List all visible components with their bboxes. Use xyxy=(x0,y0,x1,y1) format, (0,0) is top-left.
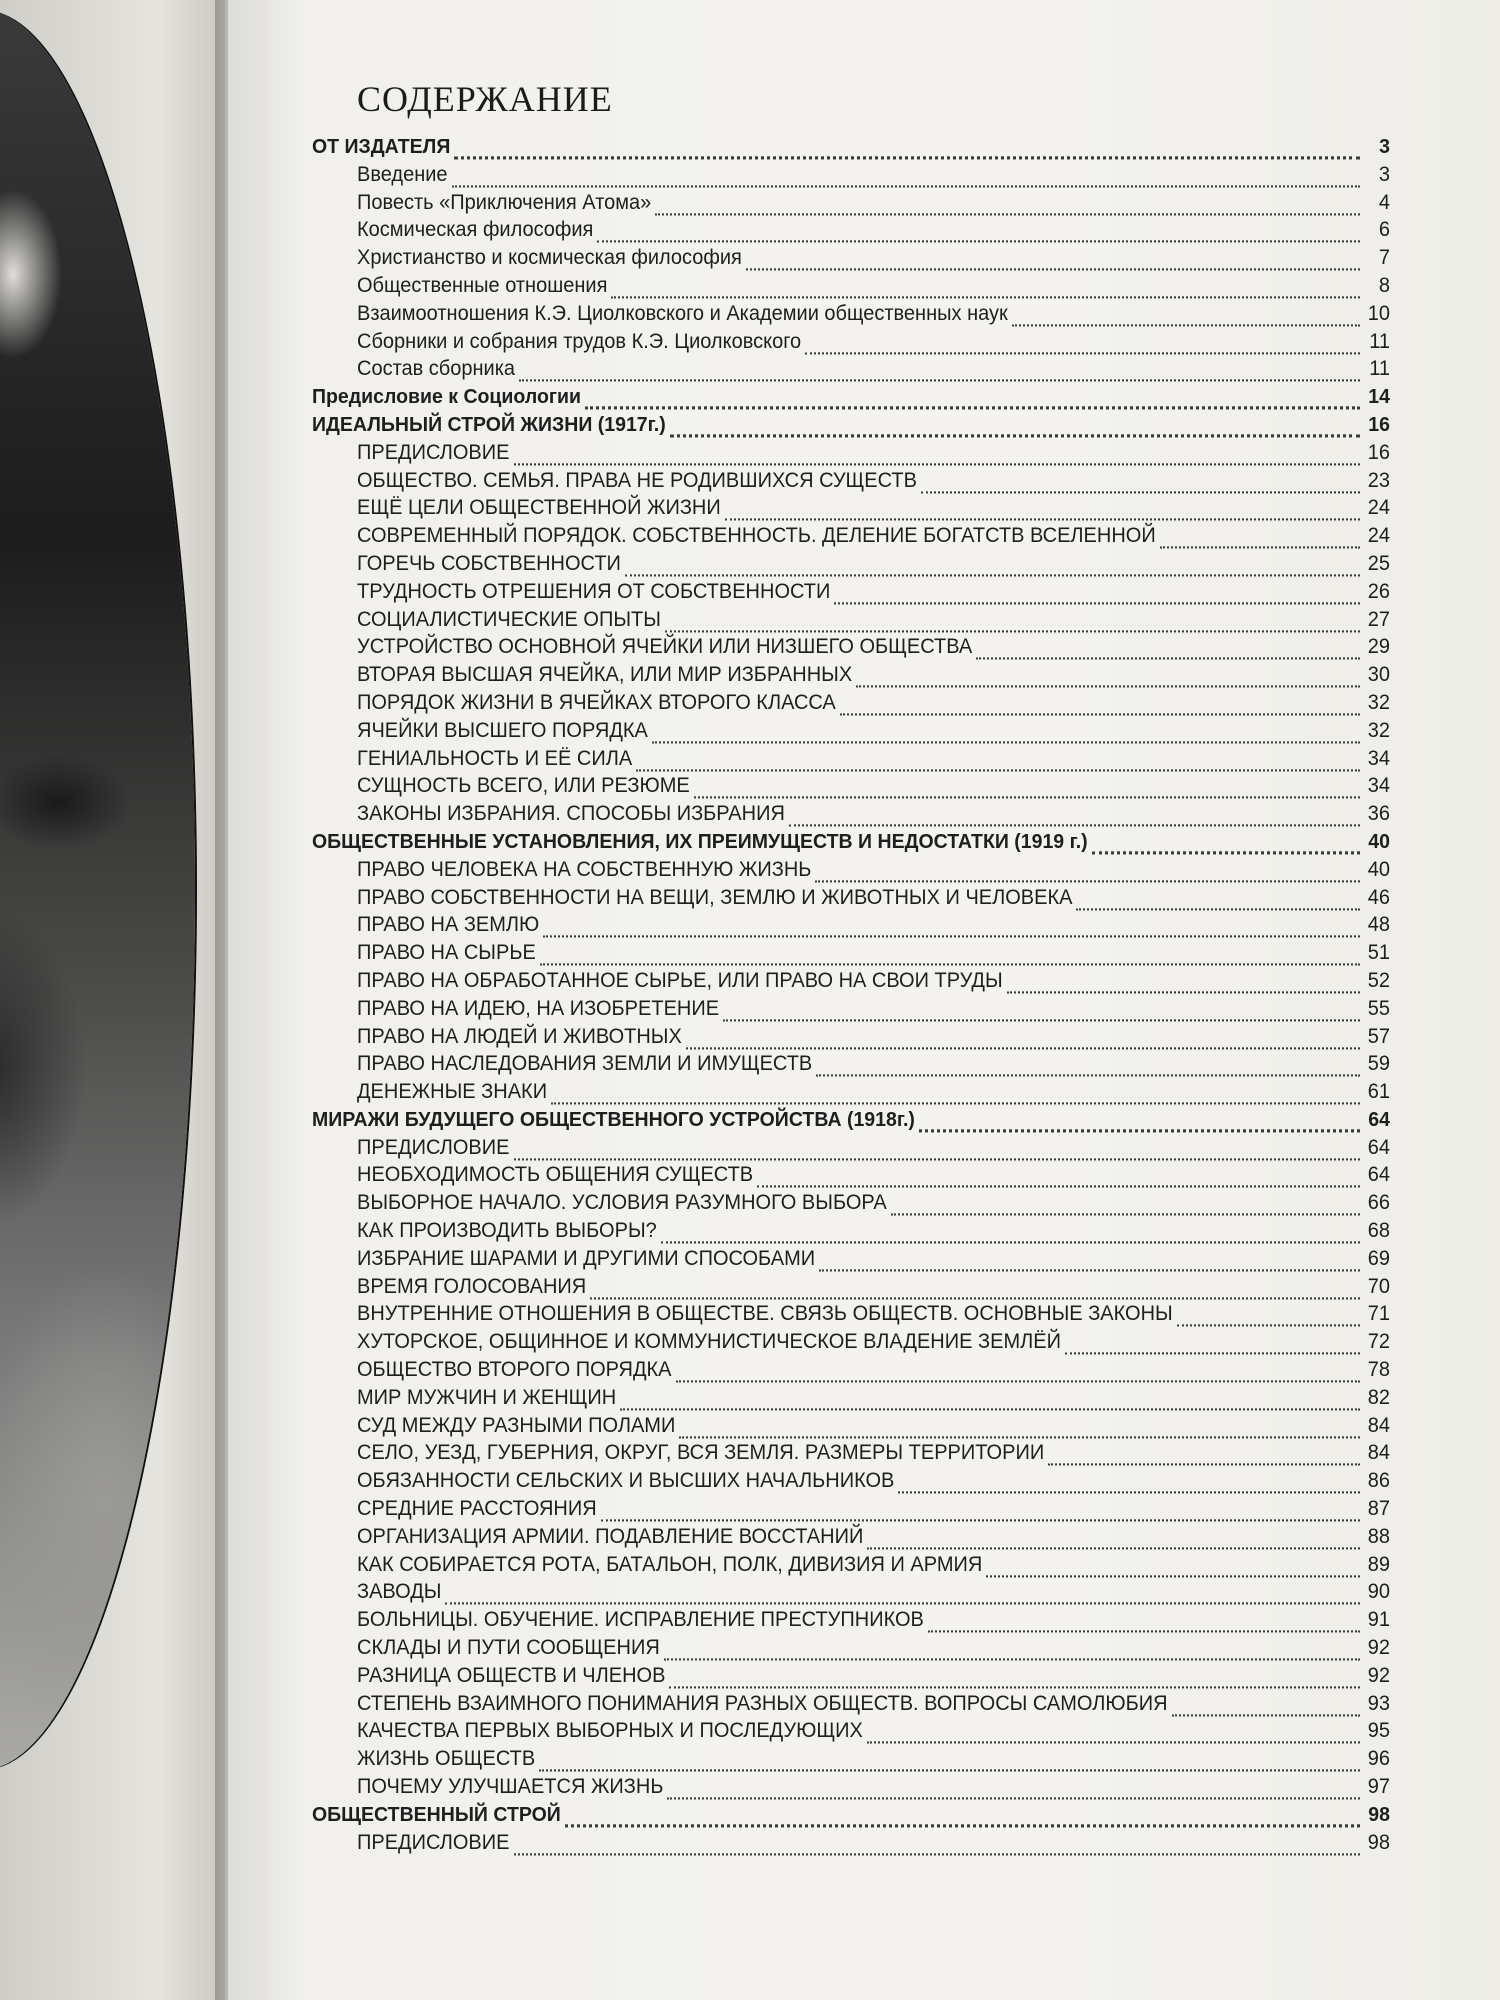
toc-entry xyxy=(312,1358,1390,1387)
toc-entry xyxy=(312,1748,1390,1777)
toc-page-number: 14 xyxy=(1368,385,1390,409)
dot-leader xyxy=(601,1519,1360,1521)
dot-leader xyxy=(725,519,1360,521)
dot-leader xyxy=(1065,1352,1360,1354)
toc-entry xyxy=(312,719,1390,748)
toc-page-number: 24 xyxy=(1367,524,1390,548)
toc-entry-title: МИР МУЖЧИН И ЖЕНЩИН xyxy=(357,1386,617,1410)
dot-leader xyxy=(1177,1325,1360,1327)
toc-entry-title: ОБЯЗАННОСТИ СЕЛЬСКИХ И ВЫСШИХ НАЧАЛЬНИКОВ xyxy=(357,1469,895,1493)
toc-section xyxy=(312,413,1390,442)
toc-page-number: 23 xyxy=(1367,468,1390,492)
toc-entry-title: ПРЕДИСЛОВИЕ xyxy=(357,1135,510,1160)
toc-entry xyxy=(312,941,1390,970)
toc-entry xyxy=(312,1831,1390,1860)
toc-entry xyxy=(312,246,1390,275)
toc-entry xyxy=(312,1775,1390,1804)
toc-section xyxy=(312,1803,1390,1832)
toc-entry-title: ОБЩЕСТВЕННЫЙ СТРОЙ xyxy=(312,1803,561,1827)
dot-leader xyxy=(625,574,1360,576)
toc-page-number: 57 xyxy=(1367,1024,1390,1048)
toc-page-number: 64 xyxy=(1367,1135,1390,1160)
dot-leader xyxy=(819,1269,1360,1271)
toc-entry xyxy=(312,858,1390,887)
toc-page-number: 4 xyxy=(1378,190,1390,214)
toc-entry xyxy=(312,524,1390,553)
dot-leader xyxy=(665,630,1360,632)
toc-page-number: 68 xyxy=(1367,1219,1390,1243)
toc-entry xyxy=(312,1219,1390,1248)
toc-page-number: 3 xyxy=(1379,135,1390,159)
toc-page-number: 84 xyxy=(1367,1413,1390,1438)
dot-leader xyxy=(757,1186,1360,1188)
dot-leader xyxy=(661,1241,1360,1243)
dot-leader xyxy=(789,824,1360,826)
toc-entry-title: Взаимоотношения К.Э. Циолковского и Академии общественных наук xyxy=(357,302,1008,326)
toc-page-number: 59 xyxy=(1367,1052,1390,1076)
dot-leader xyxy=(867,1547,1360,1549)
dot-leader xyxy=(1007,991,1360,993)
toc-entry-title: ИДЕАЛЬНЫЙ СТРОЙ ЖИЗНИ (1917г.) xyxy=(312,413,666,437)
toc-entry-title: Состав сборника xyxy=(357,357,516,381)
dot-leader xyxy=(1092,851,1360,854)
dot-leader xyxy=(551,1102,1360,1104)
toc-entry-title: ПРАВО НА СЫРЬЕ xyxy=(357,941,536,965)
toc-entry xyxy=(312,747,1390,776)
toc-entry xyxy=(312,497,1390,526)
toc-section xyxy=(312,1108,1390,1137)
toc-page-number: 95 xyxy=(1367,1719,1390,1743)
toc-page-number: 48 xyxy=(1367,913,1390,937)
toc-entry-title: КАЧЕСТВА ПЕРВЫХ ВЫБОРНЫХ И ПОСЛЕДУЮЩИХ xyxy=(357,1719,863,1743)
dot-leader xyxy=(670,434,1360,437)
dot-leader xyxy=(620,1408,1360,1410)
dot-leader xyxy=(840,713,1360,715)
toc-page-number: 26 xyxy=(1367,580,1390,604)
toc-entry-title: СТЕПЕНЬ ВЗАИМНОГО ПОНИМАНИЯ РАЗНЫХ ОБЩЕСТВ. ВОПРОСЫ САМОЛЮБИЯ xyxy=(357,1691,1168,1716)
toc-page-number: 92 xyxy=(1367,1636,1390,1660)
toc-entry-title: КАК ПРОИЗВОДИТЬ ВЫБОРЫ? xyxy=(357,1219,657,1243)
dot-leader xyxy=(1076,908,1360,910)
toc-page-number: 89 xyxy=(1367,1552,1390,1577)
toc-entry-title: ПРАВО НА ЛЮДЕЙ И ЖИВОТНЫХ xyxy=(357,1024,682,1048)
toc-section xyxy=(312,830,1390,859)
dot-leader xyxy=(898,1491,1360,1493)
dot-leader xyxy=(540,963,1360,965)
toc-entry xyxy=(312,1025,1390,1054)
toc-entry xyxy=(312,1303,1390,1332)
toc-page-number: 30 xyxy=(1367,663,1390,687)
dot-leader xyxy=(676,1380,1360,1382)
toc-page-number: 34 xyxy=(1367,746,1390,770)
toc-entry xyxy=(312,1692,1390,1721)
dot-leader xyxy=(834,602,1360,604)
toc-entry xyxy=(312,997,1390,1026)
toc-entry-title: ПРАВО НА ОБРАБОТАННОЕ СЫРЬЕ, ИЛИ ПРАВО НА СВОИ ТРУДЫ xyxy=(357,969,1003,993)
toc-entry-title: Повесть «Приключения Атома» xyxy=(357,190,652,214)
toc-entry-title: СОВРЕМЕННЫЙ ПОРЯДОК. СОБСТВЕННОСТЬ. ДЕЛЕНИЕ БОГАТСТВ ВСЕЛЕННОЙ xyxy=(357,524,1156,548)
toc-page-number: 84 xyxy=(1367,1441,1390,1465)
left-page xyxy=(0,0,225,2000)
toc-entry xyxy=(312,1664,1390,1693)
toc-entry-title: ЗАКОНЫ ИЗБРАНИЯ. СПОСОБЫ ИЗБРАНИЯ xyxy=(357,802,785,826)
toc-page-number: 7 xyxy=(1378,246,1390,270)
toc-section xyxy=(312,385,1390,414)
toc-entry-title: СУЩНОСТЬ ВСЕГО, ИЛИ РЕЗЮМЕ xyxy=(357,774,690,798)
toc-entry-title: Христианство и космическая философия xyxy=(357,246,742,270)
toc-page-number: 61 xyxy=(1367,1080,1390,1104)
toc-page-number: 46 xyxy=(1367,885,1390,909)
dot-leader xyxy=(686,1047,1360,1049)
toc-entry xyxy=(312,775,1390,804)
toc-entry xyxy=(312,886,1390,915)
toc-entry xyxy=(312,358,1390,387)
dot-leader xyxy=(891,1213,1360,1215)
toc-entry xyxy=(312,1386,1390,1415)
toc-page-number: 51 xyxy=(1367,941,1390,965)
toc-entry-title: ПРАВО СОБСТВЕННОСТИ НА ВЕЩИ, ЗЕМЛЮ И ЖИВОТНЫХ И ЧЕЛОВЕКА xyxy=(357,885,1073,909)
toc-entry-title: ЖИЗНЬ ОБЩЕСТВ xyxy=(357,1747,536,1771)
toc-entry xyxy=(312,552,1390,581)
toc-entry xyxy=(312,636,1390,665)
dot-leader xyxy=(1172,1714,1360,1716)
toc-entry-title: ВРЕМЯ ГОЛОСОВАНИЯ xyxy=(357,1274,587,1299)
toc-page-number: 91 xyxy=(1367,1608,1390,1632)
dot-leader xyxy=(1012,324,1360,326)
dot-leader xyxy=(816,1074,1360,1076)
toc-page-number: 16 xyxy=(1367,441,1390,465)
toc-entry-title: ОБЩЕСТВЕННЫЕ УСТАНОВЛЕНИЯ, ИХ ПРЕИМУЩЕСТВ И НЕДОСТАТКИ (1919 г.) xyxy=(312,830,1088,854)
dot-leader xyxy=(539,1769,1360,1771)
toc-entry-title: ГЕНИАЛЬНОСТЬ И ЕЁ СИЛА xyxy=(357,746,633,770)
toc-entry-title: УСТРОЙСТВО ОСНОВНОЙ ЯЧЕЙКИ ИЛИ НИЗШЕГО ОБЩЕСТВА xyxy=(357,635,973,659)
dot-leader xyxy=(452,185,1360,187)
dot-leader xyxy=(519,380,1360,382)
toc-entry xyxy=(312,219,1390,248)
toc-entry xyxy=(312,1136,1390,1165)
toc-entry xyxy=(312,1636,1390,1665)
toc-page-number: 32 xyxy=(1367,719,1390,743)
toc-page-number: 86 xyxy=(1367,1469,1390,1493)
dot-leader xyxy=(746,268,1360,270)
toc-page-number: 87 xyxy=(1367,1497,1390,1521)
dot-leader xyxy=(669,1686,1360,1688)
dot-leader xyxy=(921,491,1360,493)
toc-page-number: 40 xyxy=(1367,858,1390,882)
toc-page-number: 3 xyxy=(1378,163,1390,187)
toc-entry-title: Предисловие к Социологии xyxy=(312,385,581,409)
toc-entry-title: ВТОРАЯ ВЫСШАЯ ЯЧЕЙКА, ИЛИ МИР ИЗБРАННЫХ xyxy=(357,663,853,687)
toc-entry xyxy=(312,1720,1390,1749)
toc-entry-title: ПОЧЕМУ УЛУЧШАЕТСЯ ЖИЗНЬ xyxy=(357,1775,664,1799)
table-of-contents xyxy=(312,136,1390,1859)
toc-page-number: 90 xyxy=(1367,1580,1390,1604)
toc-page-number: 34 xyxy=(1367,774,1390,798)
toc-entry xyxy=(312,691,1390,720)
toc-entry xyxy=(312,330,1390,359)
toc-entry-title: ОБЩЕСТВО ВТОРОГО ПОРЯДКА xyxy=(357,1358,672,1382)
toc-page-number: 25 xyxy=(1367,552,1390,576)
dot-leader xyxy=(514,1158,1361,1160)
dot-leader xyxy=(679,1436,1360,1438)
toc-entry-title: Сборники и собрания трудов К.Э. Циолковского xyxy=(357,329,802,353)
toc-entry xyxy=(312,1470,1390,1499)
toc-entry xyxy=(312,663,1390,692)
toc-page-number: 36 xyxy=(1367,802,1390,826)
toc-entry-title: ПРАВО ЧЕЛОВЕКА НА СОБСТВЕННУЮ ЖИЗНЬ xyxy=(357,858,812,882)
toc-entry-title: БОЛЬНИЦЫ. ОБУЧЕНИЕ. ИСПРАВЛЕНИЕ ПРЕСТУПНИКОВ xyxy=(357,1608,924,1632)
toc-page-number: 98 xyxy=(1368,1803,1390,1827)
toc-entry-title: ГОРЕЧЬ СОБСТВЕННОСТИ xyxy=(357,552,621,576)
dot-leader xyxy=(667,1797,1360,1799)
dot-leader xyxy=(928,1630,1360,1632)
toc-entry-title: ОТ ИЗДАТЕЛЯ xyxy=(312,135,451,159)
dot-leader xyxy=(514,1853,1361,1855)
toc-page-number: 55 xyxy=(1367,997,1390,1021)
toc-entry-title: ПРАВО НА ИДЕЮ, НА ИЗОБРЕТЕНИЕ xyxy=(357,997,720,1021)
dot-leader xyxy=(652,741,1360,743)
toc-entry xyxy=(312,608,1390,637)
toc-page-number: 98 xyxy=(1367,1830,1390,1855)
toc-entry-title: НЕОБХОДИМОСТЬ ОБЩЕНИЯ СУЩЕСТВ xyxy=(357,1163,754,1187)
toc-page-number: 92 xyxy=(1367,1664,1390,1688)
toc-entry xyxy=(312,1247,1390,1276)
toc-page-number: 97 xyxy=(1367,1775,1390,1799)
toc-entry xyxy=(312,1414,1390,1443)
toc-entry-title: ХУТОРСКОЕ, ОБЩИННОЕ И КОММУНИСТИЧЕСКОЕ ВЛАДЕНИЕ ЗЕМЛЁЙ xyxy=(357,1330,1061,1354)
dot-leader xyxy=(815,880,1360,882)
dot-leader xyxy=(723,1019,1360,1021)
dot-leader xyxy=(805,352,1360,354)
toc-page-number: 24 xyxy=(1367,496,1390,520)
dot-leader xyxy=(565,1824,1360,1827)
toc-entry xyxy=(312,1497,1390,1526)
toc-page-number: 52 xyxy=(1367,969,1390,993)
toc-entry xyxy=(312,1192,1390,1221)
dot-leader xyxy=(655,213,1360,215)
toc-entry xyxy=(312,1553,1390,1582)
dot-leader xyxy=(597,241,1360,243)
toc-page-number: 29 xyxy=(1367,635,1390,659)
dot-leader xyxy=(856,685,1360,687)
toc-page-number: 70 xyxy=(1367,1274,1390,1299)
dot-leader xyxy=(585,406,1360,409)
toc-entry-title: ПРЕДИСЛОВИЕ xyxy=(357,441,510,465)
dot-leader xyxy=(976,657,1360,659)
toc-page-number: 16 xyxy=(1368,413,1390,437)
toc-entry-title: СРЕДНИЕ РАССТОЯНИЯ xyxy=(357,1497,597,1521)
dot-leader xyxy=(664,1658,1360,1660)
toc-entry-title: СОЦИАЛИСТИЧЕСКИЕ ОПЫТЫ xyxy=(357,607,661,631)
page-title: СОДЕРЖАНИЕ xyxy=(357,79,613,119)
toc-page-number: 78 xyxy=(1367,1358,1390,1382)
toc-entry-title: ВНУТРЕННИЕ ОТНОШЕНИЯ В ОБЩЕСТВЕ. СВЯЗЬ ОБЩЕСТВ. ОСНОВНЫЕ ЗАКОНЫ xyxy=(357,1302,1173,1326)
toc-entry xyxy=(312,1080,1390,1109)
toc-page-number: 6 xyxy=(1378,218,1390,242)
toc-page-number: 27 xyxy=(1367,607,1390,631)
toc-entry xyxy=(312,1164,1390,1193)
toc-entry-title: ЗАВОДЫ xyxy=(357,1580,442,1604)
toc-entry-title: Введение xyxy=(357,163,448,187)
toc-page-number: 96 xyxy=(1367,1747,1390,1771)
toc-entry-title: РАЗНИЦА ОБЩЕСТВ И ЧЛЕНОВ xyxy=(357,1664,666,1688)
toc-entry xyxy=(312,802,1390,831)
toc-page-number: 69 xyxy=(1367,1247,1390,1271)
toc-entry xyxy=(312,302,1390,331)
dot-leader xyxy=(514,463,1361,465)
toc-entry-title: ПОРЯДОК ЖИЗНИ В ЯЧЕЙКАХ ВТОРОГО КЛАССА xyxy=(357,691,836,715)
toc-entry-title: Космическая философия xyxy=(357,218,594,242)
dot-leader xyxy=(590,1297,1360,1299)
dot-leader xyxy=(919,1129,1360,1132)
toc-page-number: 10 xyxy=(1367,302,1390,326)
toc-entry-title: ВЫБОРНОЕ НАЧАЛО. УСЛОВИЯ РАЗУМНОГО ВЫБОРА xyxy=(357,1191,887,1215)
dot-leader xyxy=(611,296,1360,298)
toc-entry xyxy=(312,1442,1390,1471)
toc-entry-title: СУД МЕЖДУ РАЗНЫМИ ПОЛАМИ xyxy=(357,1413,676,1438)
toc-page-number: 40 xyxy=(1368,830,1390,854)
toc-page-number: 64 xyxy=(1368,1108,1390,1132)
dot-leader xyxy=(867,1742,1360,1744)
toc-page-number: 82 xyxy=(1367,1386,1390,1410)
toc-entry-title: СКЛАДЫ И ПУТИ СООБЩЕНИЯ xyxy=(357,1636,660,1660)
toc-entry-title: ЕЩЁ ЦЕЛИ ОБЩЕСТВЕННОЙ ЖИЗНИ xyxy=(357,496,721,520)
toc-page-number: 64 xyxy=(1367,1163,1390,1187)
toc-entry xyxy=(312,191,1390,220)
toc-entry xyxy=(312,1275,1390,1304)
toc-entry-title: ПРЕДИСЛОВИЕ xyxy=(357,1830,510,1855)
toc-entry xyxy=(312,1331,1390,1360)
toc-entry-title: КАК СОБИРАЕТСЯ РОТА, БАТАЛЬОН, ПОЛК, ДИВИЗИЯ И АРМИЯ xyxy=(357,1552,983,1577)
toc-entry-title: ОБЩЕСТВО. СЕМЬЯ. ПРАВА НЕ РОДИВШИХСЯ СУЩЕСТВ xyxy=(357,468,917,492)
toc-entry-title: ДЕНЕЖНЫЕ ЗНАКИ xyxy=(357,1080,548,1104)
toc-page-number: 93 xyxy=(1367,1691,1390,1716)
dot-leader xyxy=(636,769,1360,771)
toc-entry-title: ТРУДНОСТЬ ОТРЕШЕНИЯ ОТ СОБСТВЕННОСТИ xyxy=(357,580,831,604)
toc-entry xyxy=(312,274,1390,303)
toc-entry xyxy=(312,969,1390,998)
toc-entry xyxy=(312,1053,1390,1082)
toc-entry xyxy=(312,1581,1390,1610)
toc-entry-title: СЕЛО, УЕЗД, ГУБЕРНИЯ, ОКРУГ, ВСЯ ЗЕМЛЯ. РАЗМЕРЫ ТЕРРИТОРИИ xyxy=(357,1441,1045,1465)
toc-page-number: 72 xyxy=(1367,1330,1390,1354)
toc-page-number: 8 xyxy=(1378,274,1390,298)
toc-section xyxy=(312,135,1390,164)
toc-page-number: 32 xyxy=(1367,691,1390,715)
dot-leader xyxy=(1048,1464,1360,1466)
toc-page-number: 71 xyxy=(1367,1302,1390,1326)
dot-leader xyxy=(694,796,1360,798)
toc-entry xyxy=(312,1609,1390,1638)
toc-entry-title: МИРАЖИ БУДУЩЕГО ОБЩЕСТВЕННОГО УСТРОЙСТВА (1918г.) xyxy=(312,1108,915,1132)
dot-leader xyxy=(543,935,1360,937)
toc-entry xyxy=(312,914,1390,943)
toc-entry-title: ИЗБРАНИЕ ШАРАМИ И ДРУГИМИ СПОСОБАМИ xyxy=(357,1247,816,1271)
toc-entry xyxy=(312,1525,1390,1554)
toc-entry-title: ОРГАНИЗАЦИЯ АРМИИ. ПОДАВЛЕНИЕ ВОССТАНИЙ xyxy=(357,1525,864,1549)
toc-entry-title: ПРАВО НА ЗЕМЛЮ xyxy=(357,913,540,937)
dot-leader xyxy=(445,1603,1360,1605)
dot-leader xyxy=(986,1575,1360,1577)
toc-entry-title: Общественные отношения xyxy=(357,274,608,298)
dot-leader xyxy=(454,156,1360,159)
toc-page-number: 11 xyxy=(1369,329,1390,353)
toc-page-number: 11 xyxy=(1369,357,1390,381)
toc-entry xyxy=(312,441,1390,470)
dot-leader xyxy=(1160,546,1360,548)
portrait-photo xyxy=(0,10,195,1770)
toc-entry xyxy=(312,580,1390,609)
toc-page-number: 66 xyxy=(1367,1191,1390,1215)
toc-page-number: 88 xyxy=(1367,1525,1390,1549)
toc-entry-title: ПРАВО НАСЛЕДОВАНИЯ ЗЕМЛИ И ИМУЩЕСТВ xyxy=(357,1052,813,1076)
toc-entry-title: ЯЧЕЙКИ ВЫСШЕГО ПОРЯДКА xyxy=(357,719,648,743)
toc-entry xyxy=(312,163,1390,192)
toc-entry xyxy=(312,469,1390,498)
